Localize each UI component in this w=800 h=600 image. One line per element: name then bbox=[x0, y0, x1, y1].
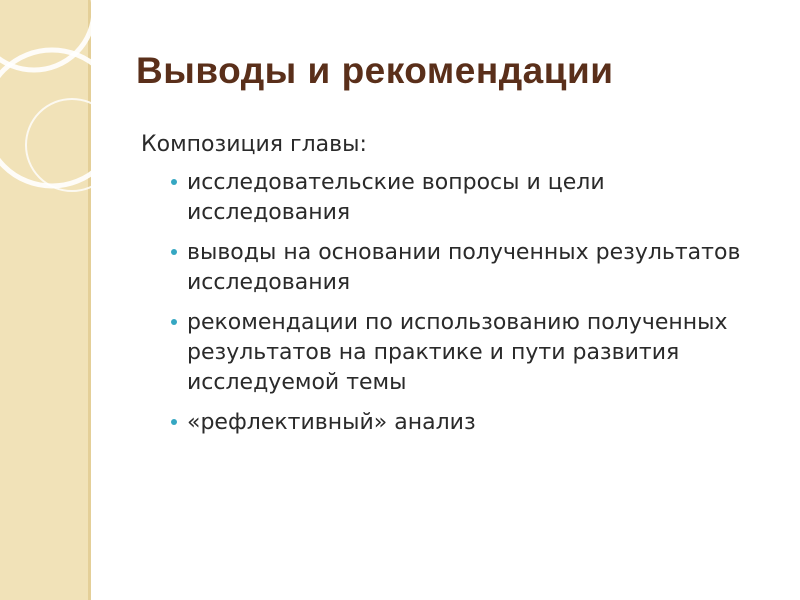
bullet-dot-icon bbox=[171, 419, 177, 425]
list-item-text: «рефлективный» анализ bbox=[187, 410, 476, 435]
bullet-dot-icon bbox=[171, 319, 177, 325]
list-item bbox=[187, 168, 761, 228]
list-item-text: рекомендации по использованию полученных результатов на практике и пути развития исследуемой темы bbox=[187, 310, 728, 395]
slide-title: Выводы и рекомендации bbox=[136, 50, 614, 91]
bullet-dot-icon bbox=[171, 179, 177, 185]
list-item-text: исследовательские вопросы и цели исследования bbox=[187, 170, 605, 225]
list-item-text: выводы на основании полученных результатов исследования bbox=[187, 240, 741, 295]
bullet-list bbox=[141, 168, 761, 438]
list-item bbox=[187, 408, 761, 438]
slide-body bbox=[141, 130, 761, 448]
list-item bbox=[187, 238, 761, 298]
list-item bbox=[187, 308, 761, 398]
intro-text: Композиция главы: bbox=[141, 132, 367, 157]
bullet-dot-icon bbox=[171, 249, 177, 255]
